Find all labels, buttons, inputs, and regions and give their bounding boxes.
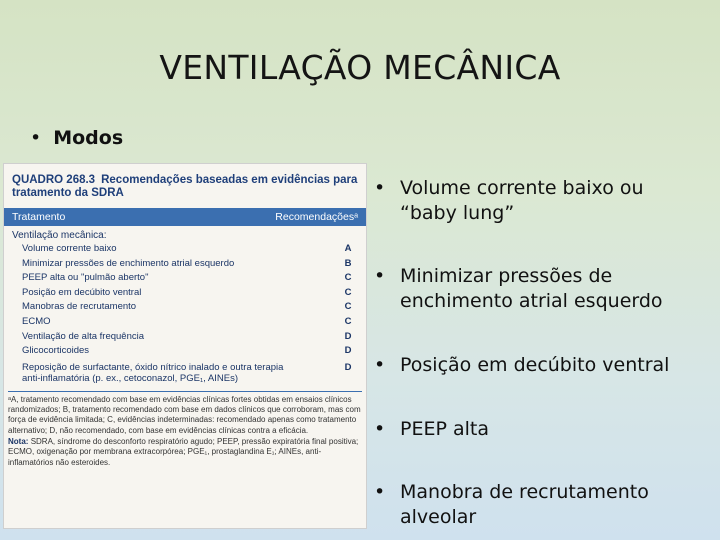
table-row [4,315,366,330]
table-row [4,344,366,359]
row-rec: A [344,243,352,254]
bullet-icon: • [374,354,386,376]
list-item-text: PEEP alta [400,418,489,440]
table-row [4,330,366,345]
bullet-icon: • [374,481,386,503]
list-item [374,417,489,442]
row-label: Ventilação de alta frequência [22,330,145,342]
row-rec: C [344,301,352,313]
row-rec: D [344,330,352,342]
row-label: Glicocorticoides [22,345,90,357]
row-rec: C [344,272,352,284]
note-label: Nota: [8,436,29,446]
quadro-title: Recomendações baseadas em evidências para [101,174,358,186]
list-item-text: Posição em decúbito ventral [400,354,670,376]
list-item-text: Minimizar pressões de enchimento atrial esquerdo [400,265,663,312]
quadro-footnotes [8,391,362,468]
quadro-column-header [4,208,366,226]
row-label: Manobras de recrutamento [22,301,137,313]
bullet-icon: • [30,127,42,149]
bullet-icon: • [374,177,386,199]
row-rec: C [344,286,352,298]
quadro-footnote: ᵃA, tratamento recomendado com base em evidências clínicas fortes obtidas em ensaios clínicos randomizados; B, tratamento recomendado com base em dados clínicos que corroboram, mas com força de evidência limitada; C, evidências indeterminadas: recomendado apenas como tratamento alternativo; D, não recomendado, com base em evidências clínicas contra a eficácia. [8,394,361,435]
list-item-text: Volume corrente baixo ou “baby lung” [400,177,644,224]
quadro-subtitle: tratamento da SDRA [12,187,124,199]
list-item [374,176,704,226]
note-text: SDRA, síndrome do desconforto respiratório agudo; PEEP, pressão expiratória final positiva; ECMO, oxigenação por membrana extracorpórea; PGE₁, prostaglandina E₁; AINEs, anti-inflamatórios não esteroides. [8,436,359,467]
quadro-header [4,164,366,204]
list-item [374,353,669,378]
table-row [4,286,366,301]
row-label: Minimizar pressões de enchimento atrial esquerdo [22,257,235,269]
row-rec: B [344,257,352,269]
bullet-icon: • [374,265,386,287]
table-row [4,300,366,315]
table-row [4,359,366,385]
slide-title: VENTILAÇÃO MECÂNICA [159,48,561,87]
row-label: PEEP alta ou "pulmão aberto" [22,272,149,284]
quadro-268-3-table-image [3,163,367,529]
col-recommendation: Recomendaçõesᵃ [275,211,358,223]
table-row [4,242,366,257]
list-item [374,480,704,530]
row-label: ECMO [22,315,51,327]
table-row [4,271,366,286]
row-rec: D [344,345,352,357]
row-rec: C [344,315,352,327]
subheading-text: Modos [53,127,124,149]
row-label: Volume corrente baixo [22,243,117,254]
table-row [4,257,366,272]
list-item-text: Manobra de recrutamento alveolar [400,481,649,528]
quadro-note [8,437,362,468]
row-rec: D [344,361,352,373]
quadro-group-label: Ventilação mecânica: [12,230,107,241]
row-label: Reposição de surfactante, óxido nítrico inalado e outra terapia anti-inflamatória (p. ex., cetoconazol, PGE₁, AINEs) [22,361,284,385]
col-treatment: Tratamento [12,211,66,223]
subheading-modos [30,127,123,149]
row-label: Posição em decúbito ventral [22,286,142,298]
quadro-number: QUADRO 268.3 [12,174,96,186]
bullet-icon: • [374,418,386,440]
list-item [374,264,704,314]
